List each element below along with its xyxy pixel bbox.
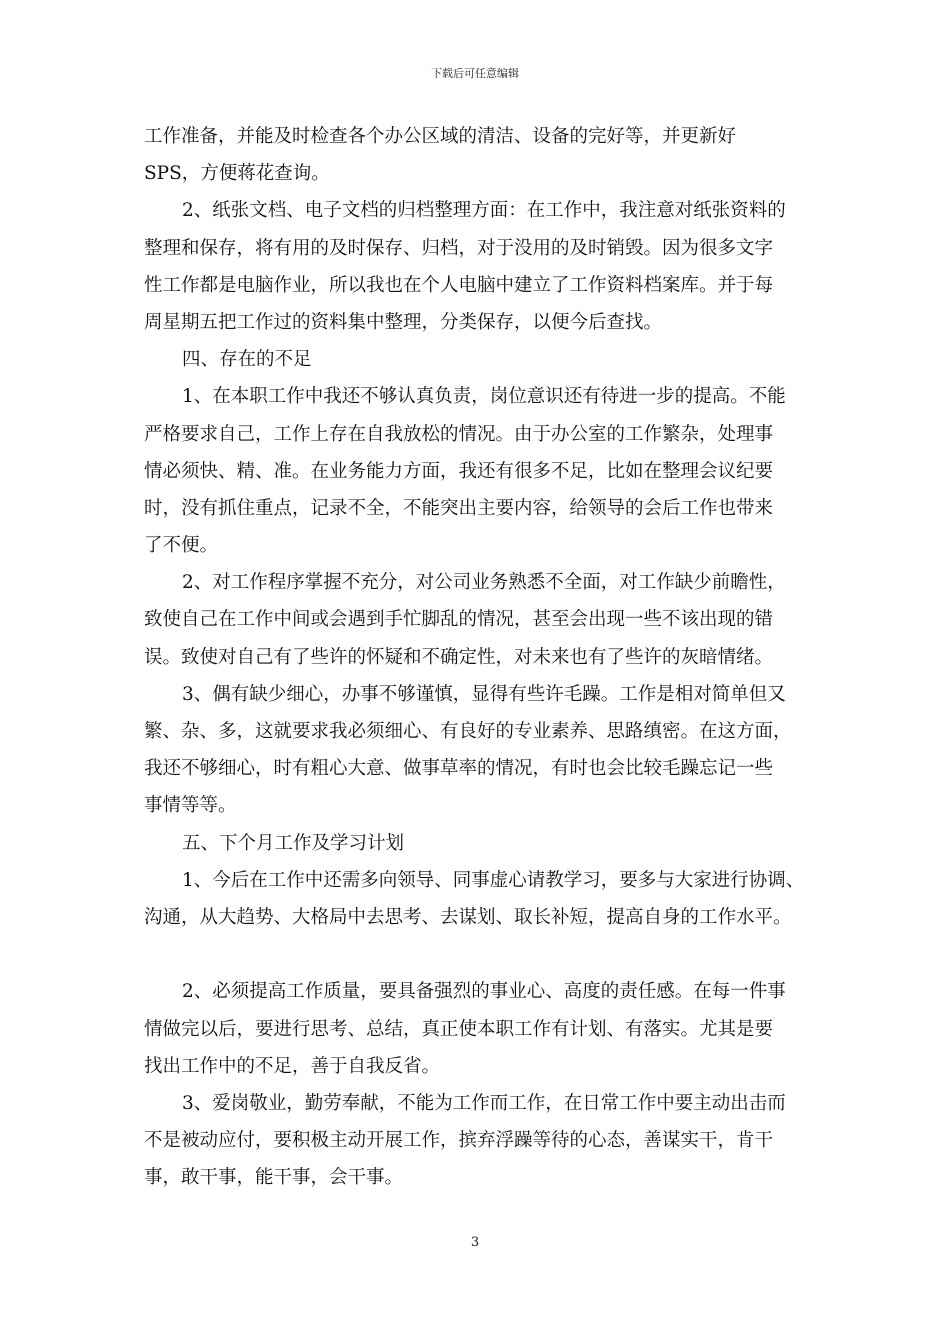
- body-line: 3、爱岗敬业，勤劳奉献，不能为工作而工作，在日常工作中要主动出击而: [182, 1092, 786, 1114]
- body-line: 1、在本职工作中我还不够认真负责，岗位意识还有待进一步的提高。不能: [182, 386, 786, 408]
- body-line: 周星期五把工作过的资料集中整理，分类保存，以便今后查找。: [144, 311, 663, 333]
- body-line: 误。致使对自己有了些许的怀疑和不确定性，对未来也有了些许的灰暗情绪。: [144, 646, 774, 668]
- body-line: 事情等等。: [144, 795, 237, 817]
- page-number: 3: [470, 1235, 480, 1250]
- document-body: [144, 118, 812, 1196]
- body-line: 致使自己在工作中间或会遇到手忙脚乱的情况，甚至会出现一些不该出现的错: [144, 609, 774, 631]
- body-line: 不是被动应付，要积极主动开展工作，摈弃浮躁等待的心态，善谋实干，肯干: [144, 1130, 774, 1152]
- body-line: 性工作都是电脑作业，所以我也在个人电脑中建立了工作资料档案库。并于每: [144, 274, 774, 296]
- body-line: 沟通，从大趋势、大格局中去思考、去谋划、取长补短，提高自身的工作水平。: [144, 906, 792, 928]
- body-line: 整理和保存，将有用的及时保存、归档，对于没用的及时销毁。因为很多文字: [144, 237, 774, 259]
- blank-line: [144, 936, 812, 973]
- body-line: 2、必须提高工作质量，要具备强烈的事业心、高度的责任感。在每一件事: [182, 981, 786, 1003]
- section-heading: 五、下个月工作及学习计划: [182, 832, 405, 854]
- body-line: 情必须快、精、准。在业务能力方面，我还有很多不足，比如在整理会议纪要: [144, 460, 774, 482]
- body-line: 1、今后在工作中还需多向领导、同事虚心请教学习，要多与大家进行协调、: [182, 869, 805, 891]
- body-line: 我还不够细心，时有粗心大意、做事草率的情况，有时也会比较毛躁忘记一些: [144, 758, 774, 780]
- body-line: 严格要求自己，工作上存在自我放松的情况。由于办公室的工作繁杂，处理事: [144, 423, 774, 445]
- body-line: 时，没有抓住重点，记录不全，不能突出主要内容，给领导的会后工作也带来: [144, 497, 774, 519]
- body-line: SPS，方便蒋花查询。: [144, 163, 330, 185]
- body-line: 找出工作中的不足，善于自我反省。: [144, 1055, 441, 1077]
- body-line: 工作准备，并能及时检查各个办公区域的清洁、设备的完好等，并更新好: [144, 126, 737, 147]
- body-line: 情做完以后，要进行思考、总结，真正使本职工作有计划、有落实。尤其是要: [144, 1018, 774, 1040]
- section-heading: 四、存在的不足: [182, 349, 312, 371]
- body-line: 3、偶有缺少细心，办事不够谨慎，显得有些许毛躁。工作是相对简单但又: [182, 683, 786, 705]
- body-line: 2、对工作程序掌握不充分，对公司业务熟悉不全面，对工作缺少前瞻性，: [182, 572, 786, 594]
- body-line: 2、纸张文档、电子文档的归档整理方面：在工作中，我注意对纸张资料的: [182, 200, 786, 222]
- page-header: 下载后可任意编辑: [431, 67, 519, 80]
- body-line: 繁、杂、多，这就要求我必须细心、有良好的专业素养、思路缜密。在这方面，: [144, 721, 792, 742]
- body-line: 了不便。: [144, 535, 219, 557]
- body-line: 事，敢干事，能干事，会干事。: [144, 1167, 404, 1189]
